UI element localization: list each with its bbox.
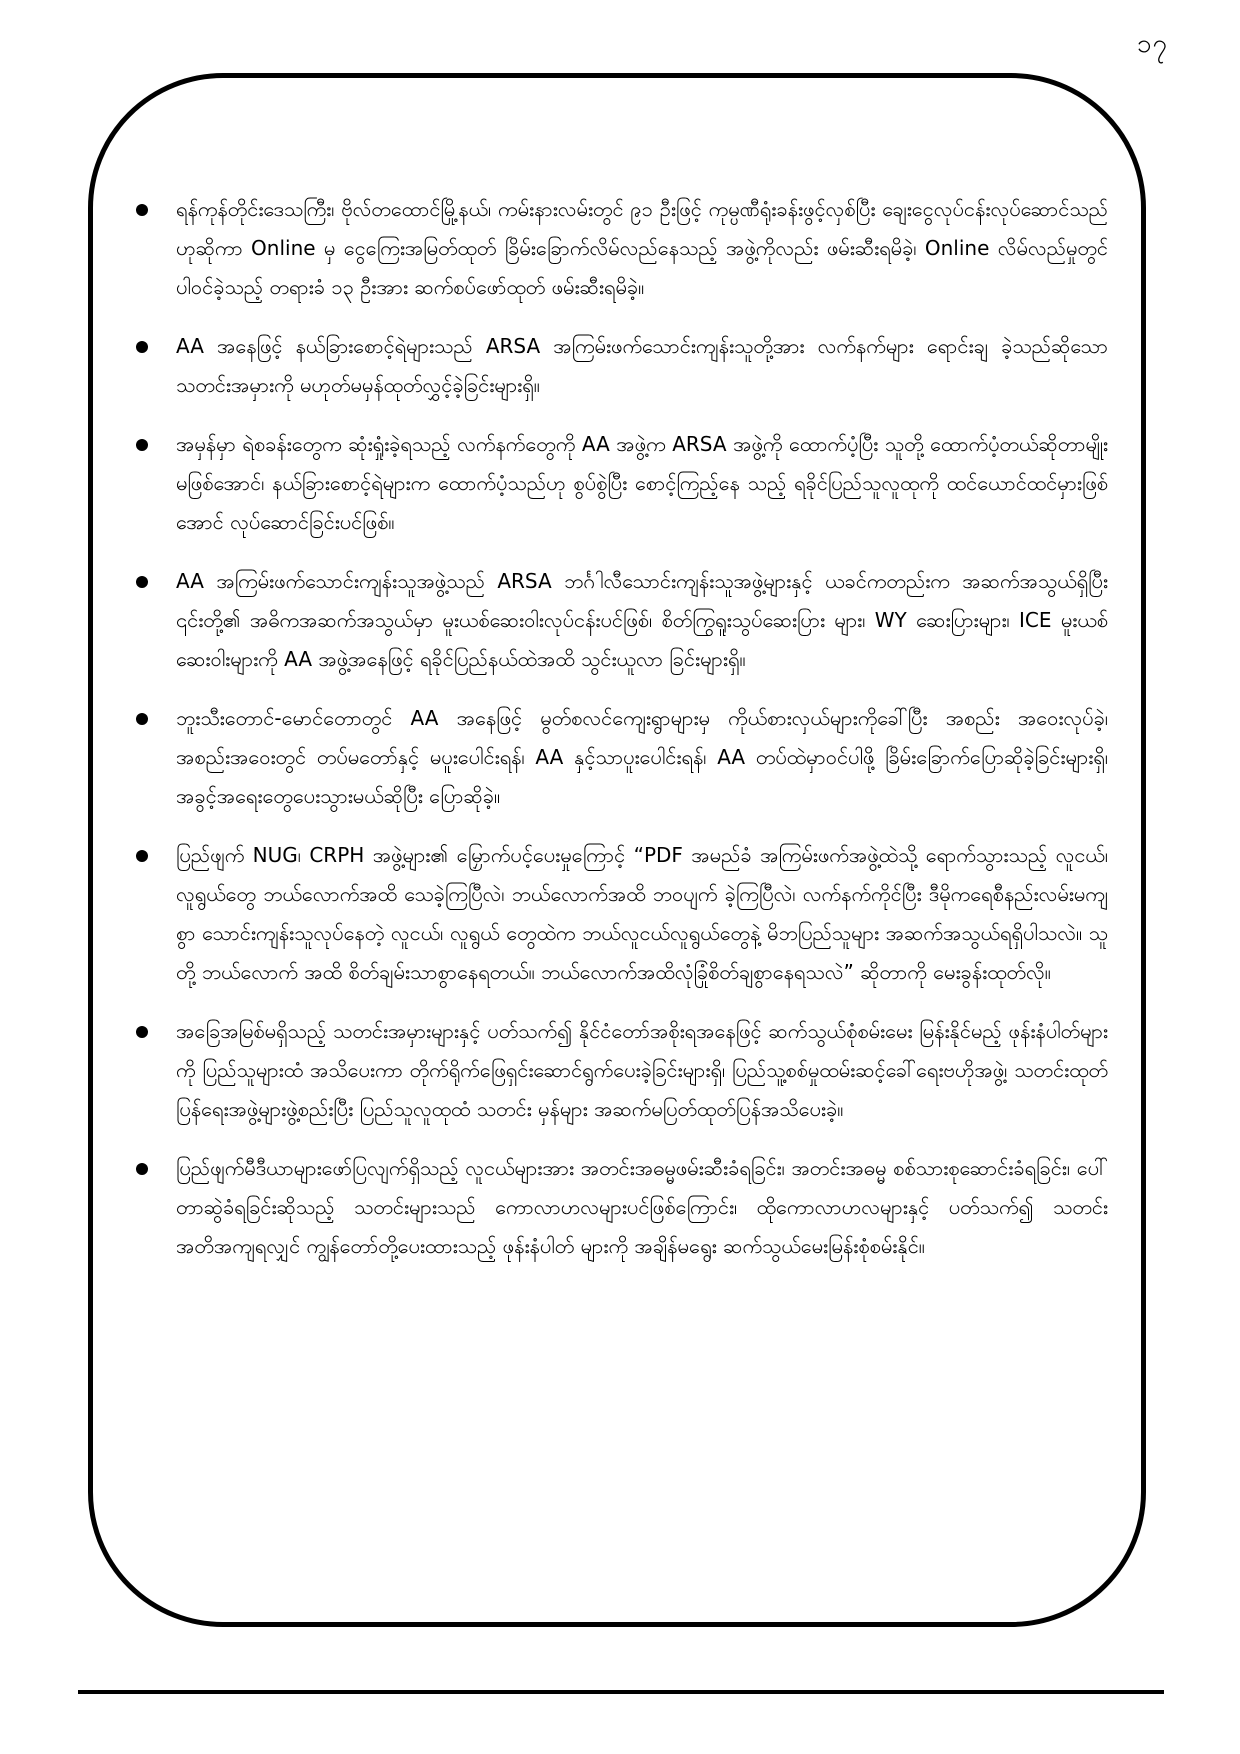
bullet-list	[128, 190, 1108, 1286]
bullet-text: ပြည်ဖျက်မီဒီယာများဖော်ပြလျက်ရှိသည့် လူငယ်များအား အတင်းအဓမ္မဖမ်းဆီးခံရခြင်း၊ အတင်းအဓမ္မ စစ်သားစုဆောင်းခံရခြင်း၊ ပေါ်တာဆွဲခံရခြင်းဆိုသည့် သတင်းများသည် ကောလာဟလများပင်ဖြစ်ကြောင်း၊ ထိုကောလာဟလများနှင့် ပတ်သက်၍ သတင်းအတိအကျရလျှင် ကျွန်တော်တို့ပေးထားသည့် ဖုန်းနံပါတ် များကို အချိန်မရွေး ဆက်သွယ်မေးမြန်းစုံစမ်းနိုင်။	[176, 1156, 1108, 1258]
list-item	[128, 699, 1108, 816]
list-item	[128, 836, 1108, 992]
bullet-text: AA အနေဖြင့် နယ်ခြားစောင့်ရဲများသည် ARSA အကြမ်းဖက်သောင်းကျန်းသူတို့အား လက်နက်များ ရောင်းချ ခဲ့သည်ဆိုသော သတင်းအမှားကို မဟုတ်မမှန်ထုတ်လွှင့်ခဲ့ခြင်းများရှိ။	[176, 334, 1108, 397]
list-item	[128, 327, 1108, 405]
bullet-icon	[136, 439, 148, 451]
bullet-text: ဘူးသီးတောင်-မောင်တောတွင် AA အနေဖြင့် မွတ်စလင်ကျေးရွာများမှ ကိုယ်စားလှယ်များကိုခေါ်ပြီး အစည်း အဝေးလုပ်ခဲ့၊ အစည်းအဝေးတွင် တပ်မတော်နှင့် မပူးပေါင်းရန်၊ AA နှင့်သာပူးပေါင်းရန်၊ AA တပ်ထဲမှာဝင်ပါဖို့ ခြိမ်းခြောက်ပြောဆိုခဲ့ခြင်းများရှိ၊ အခွင့်အရေးတွေပေးသွားမယ်ဆိုပြီး ပြောဆိုခဲ့။	[176, 706, 1108, 808]
list-item	[128, 562, 1108, 679]
list-item	[128, 425, 1108, 542]
bullet-text: ရန်ကုန်တိုင်းဒေသကြီး၊ ဗိုလ်တထောင်မြို့နယ်၊ ကမ်းနားလမ်းတွင် ၉၁ ဦးဖြင့် ကုမ္ပဏီရုံးခန်းဖွင့်လှစ်ပြီး ချေးငွေလုပ်ငန်းလုပ်ဆောင်သည်ဟုဆိုကာ Online မှ ငွေကြေးအမြတ်ထုတ် ခြိမ်းခြောက်လိမ်လည်နေသည့် အဖွဲ့ကိုလည်း ဖမ်းဆီးရမိခဲ့၊ Online လိမ်လည်မှုတွင် ပါဝင်ခဲ့သည့် တရားခံ ၁၃ ဦးအား ဆက်စပ်ဖော်ထုတ် ဖမ်းဆီးရမိခဲ့။	[176, 197, 1108, 299]
bullet-text: အခြေအမြစ်မရှိသည့် သတင်းအမှားများနှင့် ပတ်သက်၍ နိုင်ငံတော်အစိုးရအနေဖြင့် ဆက်သွယ်စုံစမ်းမေး မြန်းနိုင်မည့် ဖုန်းနံပါတ်များကို ပြည်သူများထံ အသိပေးကာ တိုက်ရိုက်ဖြေရှင်းဆောင်ရွက်ပေးခဲ့ခြင်းများရှိ၊ ပြည်သူ့စစ်မှုထမ်းဆင့်ခေါ်ရေးဗဟိုအဖွဲ့၊ သတင်းထုတ်ပြန်ရေးအဖွဲ့များဖွဲ့စည်းပြီး ပြည်သူလူထုထံ သတင်း မှန်များ အဆက်မပြတ်ထုတ်ပြန်အသိပေးခဲ့။	[176, 1019, 1108, 1121]
list-item	[128, 1012, 1108, 1129]
bullet-icon	[136, 1163, 148, 1175]
list-item	[128, 190, 1108, 307]
bullet-text: အမှန်မှာ ရဲစခန်းတွေက ဆုံးရှုံးခဲ့ရသည့် လက်နက်တွေကို AA အဖွဲ့က ARSA အဖွဲ့ကို ထောက်ပံ့ပြီး သူတို့ ထောက်ပံ့တယ်ဆိုတာမျိုးမဖြစ်အောင်၊ နယ်ခြားစောင့်ရဲများက ထောက်ပံ့သည်ဟု စွပ်စွဲပြီး စောင့်ကြည့်နေ သည့် ရခိုင်ပြည်သူလူထုကို ထင်ယောင်ထင်မှားဖြစ်အောင် လုပ်ဆောင်ခြင်းပင်ဖြစ်။	[176, 432, 1108, 534]
footer-divider	[78, 1690, 1164, 1694]
bullet-text: ပြည်ဖျက် NUG၊ CRPH အဖွဲ့များ၏ မြှောက်ပင့်ပေးမှုကြောင့် “PDF အမည်ခံ အကြမ်းဖက်အဖွဲ့ထဲသို့ ရောက်သွားသည့် လူငယ်၊ လူရွယ်တွေ ဘယ်လောက်အထိ သေခဲ့ကြပြီလဲ၊ ဘယ်လောက်အထိ ဘဝပျက် ခဲ့ကြပြီလဲ၊ လက်နက်ကိုင်ပြီး ဒီမိုကရေစီနည်းလမ်းမကျစွာ သောင်းကျန်းသူလုပ်နေတဲ့ လူငယ်၊ လူရွယ် တွေထဲက ဘယ်လူငယ်လူရွယ်တွေနဲ့ မိဘပြည်သူများ အဆက်အသွယ်ရရှိပါသလဲ။ သူတို့ ဘယ်လောက် အထိ စိတ်ချမ်းသာစွာနေရတယ်။ ဘယ်လောက်အထိလုံခြုံစိတ်ချစွာနေရသလဲ” ဆိုတာကို မေးခွန်းထုတ်လို။	[176, 843, 1108, 984]
bullet-icon	[136, 576, 148, 588]
bullet-icon	[136, 341, 148, 353]
bullet-icon	[136, 850, 148, 862]
bullet-icon	[136, 713, 148, 725]
bullet-text: AA အကြမ်းဖက်သောင်းကျန်းသူအဖွဲ့သည် ARSA ဘင်္ဂါလီသောင်းကျန်းသူအဖွဲ့များနှင့် ယခင်ကတည်းက အဆက်အသွယ်ရှိပြီး ၎င်းတို့၏ အဓိကအဆက်အသွယ်မှာ မူးယစ်ဆေးဝါးလုပ်ငန်းပင်ဖြစ်၊ စိတ်ကြွရူးသွပ်ဆေးပြား များ၊ WY ဆေးပြားများ၊ ICE မူးယစ်ဆေးဝါးများကို AA အဖွဲ့အနေဖြင့် ရခိုင်ပြည်နယ်ထဲအထိ သွင်းယူလာ ခြင်းများရှိ။	[176, 569, 1108, 671]
bullet-icon	[136, 204, 148, 216]
page-number: ၁၇	[1136, 29, 1168, 59]
list-item	[128, 1149, 1108, 1266]
bullet-icon	[136, 1026, 148, 1038]
